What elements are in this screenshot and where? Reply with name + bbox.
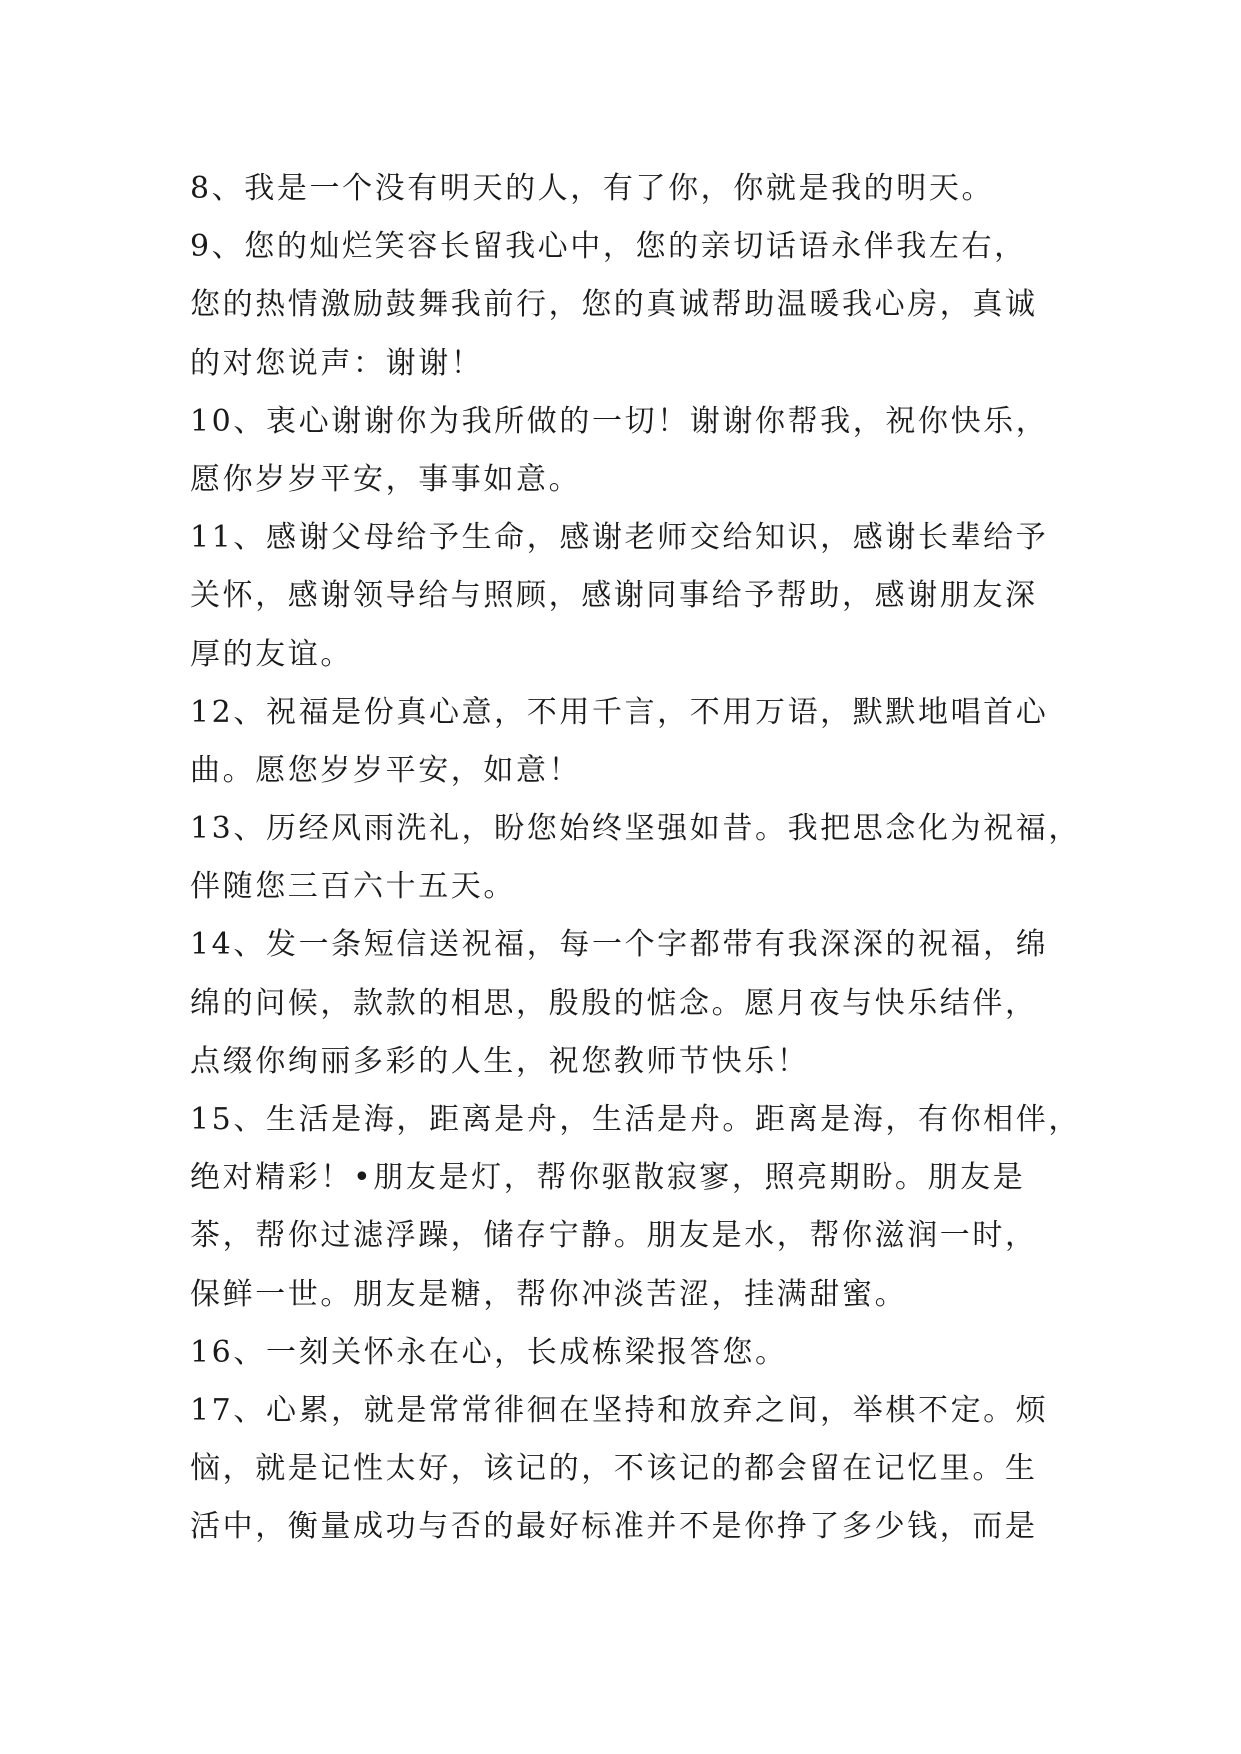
- text-line: 您的热情激励鼓舞我前行，您的真诚帮助温暖我心房，真诚: [190, 287, 1038, 323]
- text-line: 9、您的灿烂笑容长留我心中，您的亲切话语永伴我左右，: [190, 229, 1027, 265]
- text-line: 绵的问候，款款的相思，殷殷的惦念。愿月夜与快乐结伴，: [190, 985, 1038, 1021]
- text-line: 17、心累，就是常常徘徊在坚持和放弃之间，举棋不定。烦: [190, 1392, 1049, 1428]
- text-line: 16、一刻关怀永在心，长成栋梁报答您。: [190, 1334, 788, 1370]
- text-line: 13、历经风雨洗礼，盼您始终坚强如昔。我把思念化为祝福，: [190, 811, 1081, 847]
- text-line: 12、祝福是份真心意，不用千言，不用万语，默默地唱首心: [190, 694, 1049, 730]
- text-line: 15、生活是海，距离是舟，生活是舟。距离是海，有你相伴，: [190, 1102, 1081, 1137]
- text-line: 10、衷心谢谢你为我所做的一切！谢谢你帮我，祝你快乐，: [190, 403, 1049, 439]
- text-line: 点缀你绚丽多彩的人生，祝您教师节快乐！: [190, 1043, 810, 1079]
- text-line: 保鲜一世。朋友是糖，帮你冲淡苦涩，挂满甜蜜。: [190, 1276, 908, 1312]
- text-line: 曲。愿您岁岁平安，如意！: [190, 752, 582, 788]
- text-line: 关怀，感谢领导给与照顾，感谢同事给予帮助，感谢朋友深: [190, 578, 1038, 614]
- text-line: 的对您说声：谢谢！: [190, 345, 484, 381]
- text-line: 茶，帮你过滤浮躁，储存宁静。朋友是水，帮你滋润一时，: [190, 1218, 1038, 1254]
- text-line: 恼，就是记性太好，该记的，不该记的都会留在记忆里。生: [190, 1451, 1038, 1487]
- text-line: 厚的友谊。: [190, 636, 353, 672]
- text-line: 愿你岁岁平安，事事如意。: [190, 461, 582, 497]
- text-line: 绝对精彩！•朋友是灯，帮你驱散寂寥，照亮期盼。朋友是: [190, 1160, 1026, 1196]
- text-line: 8、我是一个没有明天的人，有了你，你就是我的明天。: [190, 171, 995, 206]
- text-line: 14、发一条短信送祝福，每一个字都带有我深深的祝福，绵: [190, 927, 1049, 963]
- text-line: 伴随您三百六十五天。: [190, 869, 516, 905]
- text-line: 11、感谢父母给予生命，感谢老师交给知识，感谢长辈给予: [190, 520, 1049, 556]
- document-body: [190, 160, 1081, 1557]
- text-line: 活中，衡量成功与否的最好标准并不是你挣了多少钱，而是: [190, 1509, 1038, 1545]
